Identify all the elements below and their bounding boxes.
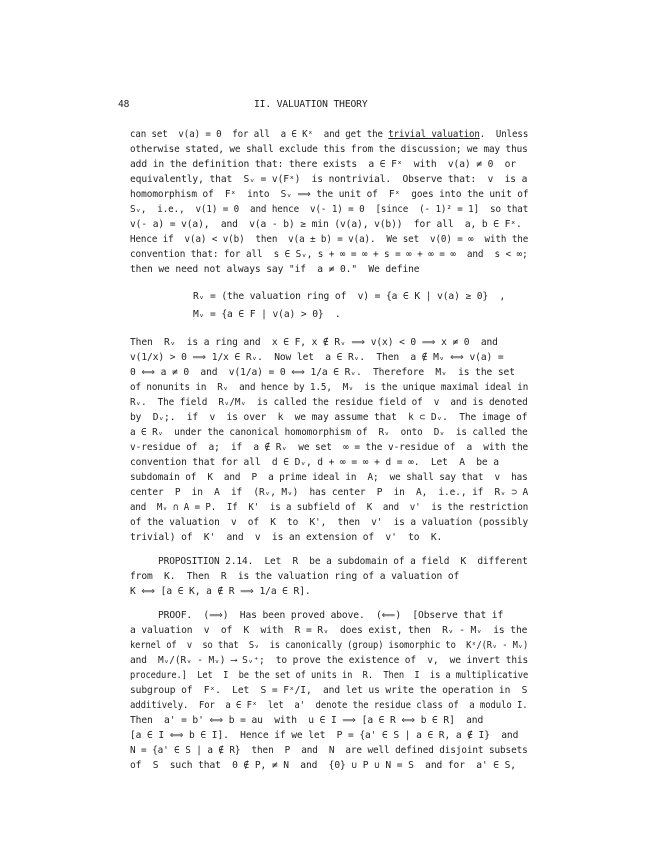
text-line: v-residue of a; if a ∉ Rᵥ we set ∞ = the v-residue of a with the (130, 442, 529, 453)
proof-heading-line: PROOF. (⟹) Has been proved above. (⟸) [Observe that if (158, 610, 504, 621)
text-line: Then Rᵥ is a ring and x ∈ F, x ∉ Rᵥ ⟹ v(x) < 0 ⟹ x ≠ 0 and (130, 337, 498, 348)
page-number: 48 (118, 99, 130, 110)
text-line: Rᵥ. The field Rᵥ/Mᵥ is called the residue field of v and is denoted (130, 397, 528, 408)
text-line: equivalently, that Sᵥ = v(Fˣ) is nontrivial. Observe that: v is a (130, 174, 528, 185)
text-line: v(- a) = v(a), and v(a - b) ≥ min (v(a), v(b)) for all a, b ∈ Fˣ. (130, 219, 522, 230)
text-line: Hence if v(a) < v(b) then v(a ± b) = v(a). We set v(0) = ∞ with the (130, 234, 529, 245)
text-line: procedure.] Let I be the set of units in R. Then I is a multiplicative (130, 670, 529, 681)
text-line: convention that for all d ∈ Dᵥ, d + ∞ = ∞ + d = ∞. Let A be a (130, 457, 499, 468)
text-line: from K. Then R is the valuation ring of a valuation of (130, 571, 460, 582)
display-equation: Rᵥ = (the valuation ring of v) = {a ∈ K | v(a) ≥ 0} , (193, 291, 506, 302)
text-line: subgroup of Fˣ. Let S = Fˣ/I, and let us write the operation in S (130, 685, 528, 696)
proposition-heading-line: PROPOSITION 2.14. Let R be a subdomain of a field K different (158, 556, 528, 567)
text-line: a ∈ Rᵥ under the canonical homomorphism of Rᵥ onto Dᵥ is called the (130, 427, 528, 438)
text-line: K ⟺ [a ∈ K, a ∉ R ⟹ 1/a ∈ R]. (130, 586, 311, 597)
text-line: add in the definition that: there exists a ∈ Fˣ with v(a) ≠ 0 or (130, 159, 516, 170)
text-line: additively. For a ∈ Fˣ let a' denote the residue class of a modulo I. (130, 700, 528, 711)
text-line: center P in A if (Rᵥ, Mᵥ) has center P in A, i.e., if Rᵥ ⊃ A (130, 487, 529, 498)
text-line: and Mᵥ/(Rᵥ - Mᵥ) ⟶ Sᵥ⁺; to prove the existence of v, we invert this (130, 655, 529, 666)
text-line: of the valuation v of K to K', then v' is a valuation (possibly (130, 517, 529, 528)
text-line: trivial) of K' and v is an extension of v' to K. (130, 532, 443, 543)
text-line: by Dᵥ;. if v is over k we may assume that k ⊂ Dᵥ. The image of (130, 412, 528, 423)
text-line: [a ∈ I ⟺ b ∈ I]. Hence if we let P = {a' ∈ S | a ∈ R, a ∉ I} and (130, 730, 519, 741)
text-line: kernel of v so that Sᵥ is canonically (group) isomorphic to Kˣ/(Rᵥ - Mᵥ) (130, 640, 529, 651)
text-line: can set v(a) = 0 for all a ∈ Kˣ and get the trivial valuation. Unless (130, 129, 529, 140)
text-line: convention that: for all s ∈ Sᵥ, s + ∞ = ∞ + s = ∞ + ∞ = ∞ and s < ∞; (130, 249, 528, 260)
text-line: then we need not always say "if a ≠ 0." We define (130, 264, 420, 275)
text-line: subdomain of K and P a prime ideal in A; we shall say that v has (130, 472, 528, 483)
trivial-valuation-term: trivial valuation (388, 129, 480, 140)
text-line: and Mᵥ ∩ A = P. If K' is a subfield of K and v' is the restriction (130, 502, 529, 513)
text-line: 0 ⟺ a ≠ 0 and v(1/a) = 0 ⟺ 1/a ∈ Rᵥ. Therefore Mᵥ is the set (130, 367, 515, 378)
running-head: II. VALUATION THEORY (254, 99, 368, 110)
text-line: of nonunits in Rᵥ and hence by 1.5, Mᵥ is the unique maximal ideal in (130, 382, 529, 393)
text-line: otherwise stated, we shall exclude this from the discussion; we may thus (130, 144, 528, 155)
text-line: homomorphism of Fˣ into Sᵥ ⟹ the unit of Fˣ goes into the unit of (130, 189, 529, 200)
display-equation: Mᵥ = {a ∈ F | v(a) > 0} . (193, 309, 341, 320)
text-line: v(1/x) > 0 ⟹ 1/x ∈ Rᵥ. Now let a ∈ Rᵥ. Then a ∉ Mᵥ ⟺ v(a) = (130, 352, 504, 363)
text-line: N = {a' ∈ S | a ∉ R} then P and N are well defined disjoint subsets (130, 745, 528, 756)
text-line: a valuation v of K with R = Rᵥ does exist, then Rᵥ - Mᵥ is the (130, 625, 528, 636)
text-line: of S such that 0 ∉ P, ≠ N and {0} ∪ P ∪ N = S and for a' ∈ S, (130, 760, 516, 771)
text-line: Then a' = b' ⟺ b = au with u ∈ I ⟹ [a ∈ R ⟺ b ∈ R] and (130, 715, 484, 726)
text-line: Sᵥ, i.e., v(1) = 0 and hence v(- 1) = 0 [since (- 1)² = 1] so that (130, 204, 529, 215)
